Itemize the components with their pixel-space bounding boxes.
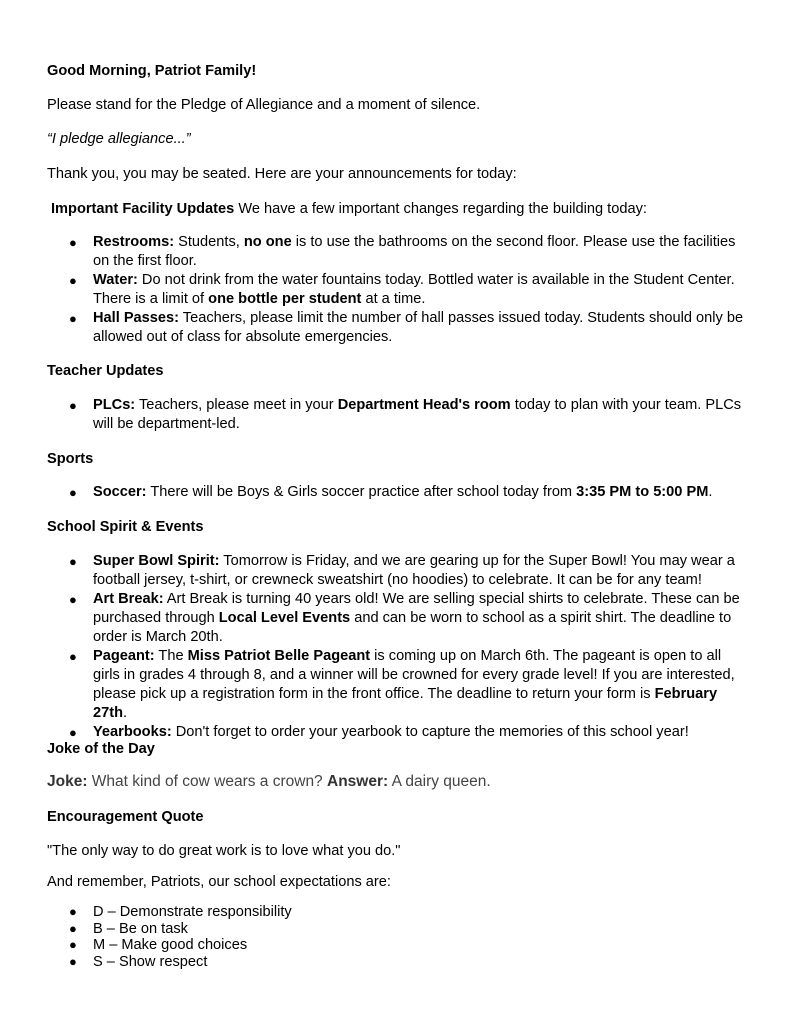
joke-label: Joke: [47, 773, 88, 790]
list-item-expectation: ● M – Make good choices [69, 937, 248, 953]
expectations-intro: And remember, Patriots, our school expectations are: [47, 874, 391, 890]
sports-heading: Sports [47, 451, 94, 467]
seated-text: Thank you, you may be seated. Here are your announcements for today: [47, 166, 517, 182]
list-item-pageant: ● Pageant: The Miss Patriot Belle Pageant is coming up on March 6th. The pageant is open to all girls in grades 4 through 8, and a winner will be crowned for every grade level! If you are interested, please pick up a registration form in the front office. The deadline to return your form is February 27th. [69, 648, 735, 721]
greeting-heading: Good Morning, Patriot Family! [47, 63, 257, 79]
list-item-expectation: ● D – Demonstrate responsibility [69, 904, 292, 920]
bullet-icon: ● [69, 485, 77, 500]
joke-text: Joke: What kind of cow wears a crown? Answer: A dairy queen. [47, 773, 491, 790]
answer-label: Answer: [327, 773, 389, 790]
facility-list [47, 233, 747, 347]
list-item-water: ● Water: Do not drink from the water fountains today. Bottled water is available in the Student Center. There is a limit of one bottle per student at a time. [69, 272, 735, 307]
bullet-icon: ● [69, 592, 77, 607]
bullet-icon: ● [69, 920, 77, 936]
quote-text: "The only way to do great work is to love what you do." [47, 843, 401, 859]
list-item-plcs: ● PLCs: Teachers, please meet in your Department Head's room today to plan with your team. PLCs will be department-led. [69, 397, 742, 432]
bullet-icon: ● [69, 937, 77, 952]
bullet-icon: ● [69, 953, 77, 969]
bullet-icon: ● [69, 554, 77, 569]
bullet-icon: ● [69, 649, 77, 664]
school-spirit-heading: School Spirit & Events [47, 519, 204, 535]
pledge-intro: Please stand for the Pledge of Allegiance and a moment of silence. [47, 97, 481, 113]
bullet-icon: ● [69, 311, 77, 326]
list-item-yearbooks: ● Yearbooks: Don't forget to order your yearbook to capture the memories of this school year! [69, 724, 689, 740]
facility-intro: Important Facility Updates We have a few important changes regarding the building today: [51, 201, 647, 217]
teacher-list [47, 396, 747, 434]
facility-heading: Important Facility Updates [51, 201, 235, 217]
pledge-quote: “I pledge allegiance...” [47, 131, 191, 147]
bullet-icon: ● [69, 725, 77, 740]
expectations-list [47, 904, 747, 970]
spirit-list [47, 552, 747, 742]
sports-list [47, 483, 747, 502]
list-item-soccer: ● Soccer: There will be Boys & Girls soccer practice after school today from 3:35 PM to 5:00 PM. [69, 484, 713, 500]
bullet-icon: ● [69, 904, 77, 919]
list-item-super-bowl: ● Super Bowl Spirit: Tomorrow is Friday, and we are gearing up for the Super Bowl! You may wear a football jersey, t-shirt, or crewneck sweatshirt (no hoodies) to celebrate. It can be for any team! [69, 553, 735, 588]
bullet-icon: ● [69, 235, 77, 250]
quote-heading: Encouragement Quote [47, 809, 204, 825]
list-item-expectation: ● S – Show respect [69, 953, 208, 970]
list-item-restrooms: ● Restrooms: Students, no one is to use the bathrooms on the second floor. Please use the facilities on the first floor. [69, 234, 736, 269]
joke-heading: Joke of the Day [47, 741, 155, 757]
list-item-art-break: ● Art Break: Art Break is turning 40 years old! We are selling special shirts to celebrate. These can be purchased through Local Level Events and can be worn to school as a spirit shirt. The deadline to order is March 20th. [69, 591, 740, 645]
bullet-icon: ● [69, 273, 77, 288]
bullet-icon: ● [69, 398, 77, 413]
list-item-expectation: ● B – Be on task [69, 920, 188, 937]
list-item-hall-passes: ● Hall Passes: Teachers, please limit the number of hall passes issued today. Students should only be allowed out of class for absolute emergencies. [69, 310, 744, 345]
teacher-updates-heading: Teacher Updates [47, 363, 164, 379]
